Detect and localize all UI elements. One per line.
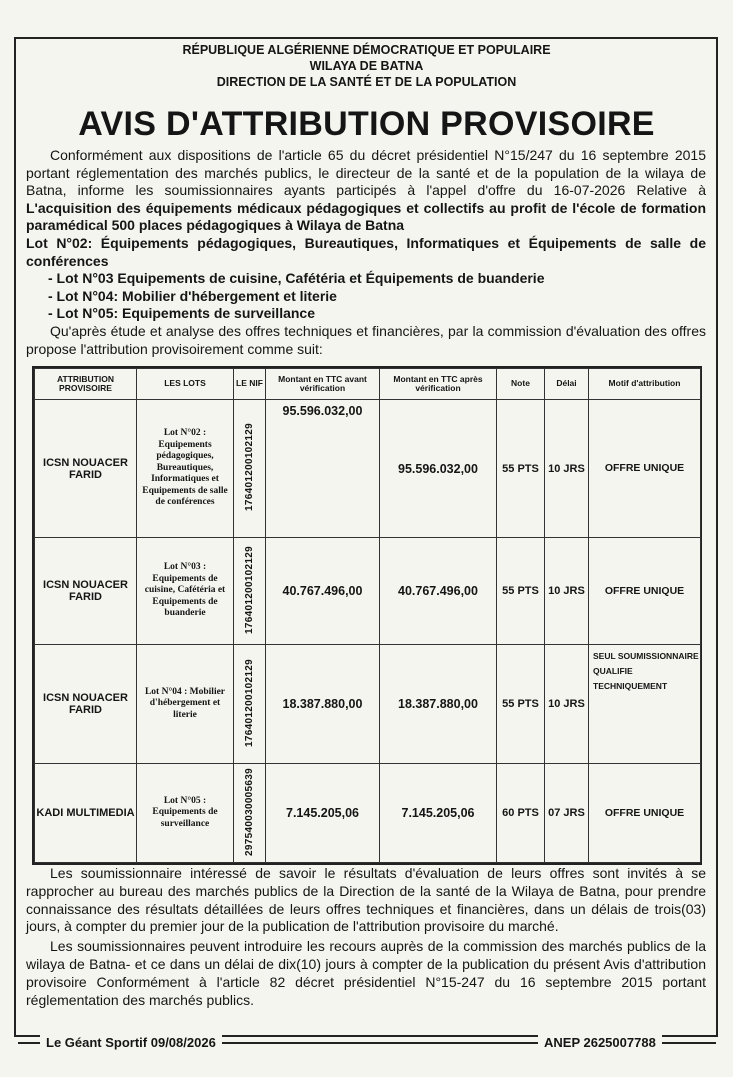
cell-nif (234, 400, 266, 538)
nif-value: 176401200102129 (244, 423, 255, 511)
cell-lot: Lot N°05 : Equipements de surveillance (137, 764, 234, 863)
nif-value: 297540030005639 (244, 767, 255, 856)
cell-attributaire: ICSN NOUACER FARID (35, 400, 137, 538)
recourse-paragraph: Les soumissionnaires peuvent introduire les recours auprès de la commission des marchés publics de la wilaya de Batna- et ce dans un délai de dix(10) jours à compter de la publication du présent Avis d'attribution provisoire Conformément à l'article 82 décret présidentiel N°15-247 du 16 septembre 2015 portant réglementation des marchés publics. (26, 938, 706, 1008)
header-wilaya: WILAYA DE BATNA (309, 59, 424, 73)
lot4-line: - Lot N°04: Mobilier d'hébergement et literie (48, 287, 337, 304)
lot5-line: - Lot N°05: Equipements de surveillance (48, 305, 315, 322)
table-row (35, 538, 701, 645)
cell-attributaire: KADI MULTIMEDIA (35, 764, 137, 863)
cell-lot: Lot N°02 : Equipements pédagogiques, Bureautiques, Informatiques et Equipements de salle de conférences (137, 400, 234, 538)
cell-amount-after: 7.145.205,06 (380, 764, 497, 863)
outro-section (26, 865, 706, 1011)
cell-note: 55 PTS (497, 538, 545, 645)
col-header-lots: LES LOTS (137, 369, 234, 400)
cell-motif: OFFRE UNIQUE (589, 400, 701, 538)
col-header-avant: Montant en TTC avant vérification (266, 369, 380, 400)
col-header-delai: Délai (545, 369, 589, 400)
cell-amount-before: 7.145.205,06 (266, 764, 380, 863)
lot2-line: Lot N°02: Équipements pédagogiques, Bureautiques, Informatiques et Équipements de salle de conférences (26, 234, 706, 269)
cell-amount-after: 18.387.880,00 (380, 645, 497, 764)
cell-note: 55 PTS (497, 645, 545, 764)
intro-subject: L'acquisition des équipements médicaux pédagogiques et collectifs au profit de l'école de formation paramédical 500 places pédagogiques à Wilaya de Batna (26, 199, 706, 234)
col-header-note: Note (497, 369, 545, 400)
cell-delai: 10 JRS (545, 400, 589, 538)
cell-amount-before: 40.767.496,00 (266, 538, 380, 645)
cell-amount-before: 95.596.032,00 (266, 400, 380, 538)
cell-motif: OFFRE UNIQUE (589, 538, 701, 645)
cell-amount-after: 40.767.496,00 (380, 538, 497, 645)
cell-lot: Lot N°03 : Equipements de cuisine, Cafétéria et Equipements de buanderie (137, 538, 234, 645)
header-republic: RÉPUBLIQUE ALGÉRIENNE DÉMOCRATIQUE ET POPULAIRE (182, 43, 551, 57)
nif-value: 176401200102129 (244, 658, 255, 747)
cell-attributaire: ICSN NOUACER FARID (35, 645, 137, 764)
cell-note: 55 PTS (497, 400, 545, 538)
cell-motif: SEUL SOUMISSIONNAIRE QUALIFIE TECHNIQUEMENT (589, 645, 701, 764)
cell-attributaire: ICSN NOUACER FARID (35, 538, 137, 645)
table-row (35, 764, 701, 863)
cell-motif: OFFRE UNIQUE (589, 764, 701, 863)
table-row (35, 400, 701, 538)
cell-amount-after: 95.596.032,00 (380, 400, 497, 538)
cell-amount-before: 18.387.880,00 (266, 645, 380, 764)
footer-publication: Le Géant Sportif 09/08/2026 (40, 1035, 222, 1050)
footer-anep: ANEP 2625007788 (538, 1035, 662, 1050)
lot3-line: - Lot N°03 Equipements de cuisine, Cafétéria et Équipements de buanderie (48, 270, 545, 287)
cell-delai: 07 JRS (545, 764, 589, 863)
notice-title: AVIS D'ATTRIBUTION PROVISOIRE (78, 105, 655, 143)
table-row (35, 645, 701, 764)
attribution-table (32, 366, 702, 865)
cell-delai: 10 JRS (545, 645, 589, 764)
col-header-attribution: ATTRIBUTION PROVISOIRE (35, 369, 137, 400)
cell-nif (234, 764, 266, 863)
evaluation-paragraph: Qu'après étude et analyse des offres techniques et financières, par la commission d'évaluation des offres propose l'attribution provisoirement comme suit: (26, 322, 706, 357)
table-header-row (35, 369, 701, 400)
cell-nif (234, 645, 266, 764)
col-header-motif: Motif d'attribution (589, 369, 701, 400)
intro-paragraph (26, 147, 706, 235)
col-header-apres: Montant en TTC après vérification (380, 369, 497, 400)
cell-note: 60 PTS (497, 764, 545, 863)
nif-value: 176401200102129 (244, 545, 255, 634)
header-direction: DIRECTION DE LA SANTÉ ET DE LA POPULATION (216, 75, 517, 89)
col-header-nif: LE NIF (234, 369, 266, 400)
results-paragraph: Les soumissionnaire intéressé de savoir le résultats d'évaluation de leurs offres sont invités à se rapprocher au bureau des marchés publics de la Direction de la santé de la Wilaya de Batna, pour prendre connaissance des résultats détaillées de leurs offres techniques et financières, dans un délais de trois(03) jours, à compter du premier jour de la publication de l'attribution provisoire du marché. (26, 865, 706, 935)
cell-lot: Lot N°04 : Mobilier d'hébergement et literie (137, 645, 234, 764)
intro-section (26, 147, 706, 358)
cell-delai: 10 JRS (545, 538, 589, 645)
cell-nif (234, 538, 266, 645)
intro-text: Conformément aux dispositions de l'article 65 du décret présidentiel N°15/247 du 16 septembre 2015 portant réglementation des marchés publics, le directeur de la santé et de la population de la wilaya de Batna, informe les soumissionnaires ayants participés à l'appel d'offre du 16-07-2026 Relative à (26, 147, 706, 199)
